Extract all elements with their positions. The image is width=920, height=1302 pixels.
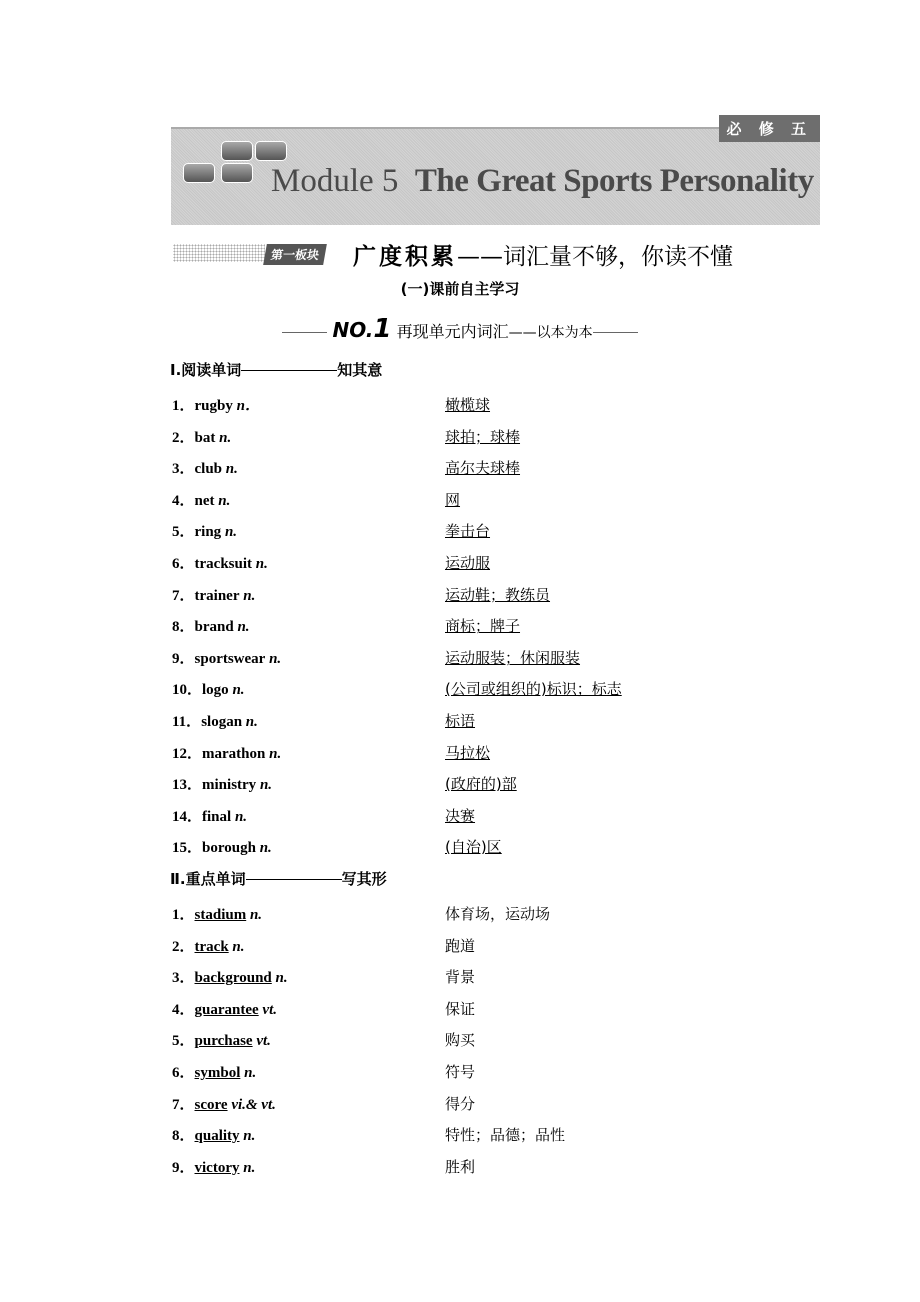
vocab-word: ministry	[202, 777, 257, 794]
part-of-speech: n．	[236, 398, 260, 414]
part-of-speech: n.	[232, 682, 245, 699]
vocab-word: guarantee	[194, 1001, 259, 1018]
part2-heading-end: 写其形	[341, 870, 387, 888]
vocab-word: tracksuit	[194, 556, 253, 572]
volume-label: 必 修 五	[719, 115, 820, 142]
item-number: 1．	[172, 907, 195, 923]
item-number: 8．	[172, 619, 195, 636]
vocab-word: logo	[202, 682, 229, 699]
vocab-word: purchase	[194, 1033, 253, 1050]
vocab-meaning: 决赛	[445, 806, 476, 825]
dots-decoration	[173, 244, 265, 262]
vocab-word: symbol	[194, 1065, 241, 1081]
vocab-row	[172, 998, 872, 1020]
vocab-meaning: 运动服装；休闲服装	[445, 648, 581, 667]
part-of-speech: vi.& vt.	[231, 1096, 276, 1113]
item-number: 2．	[172, 429, 195, 446]
vocab-word: ring	[194, 524, 222, 541]
vocab-row	[172, 1061, 872, 1083]
vocab-row	[172, 552, 872, 574]
vocab-row	[172, 489, 872, 511]
item-number: 7．	[172, 587, 195, 604]
item-number: 9．	[172, 1159, 195, 1176]
part-of-speech: n.	[275, 970, 288, 987]
vocab-meaning: 运动鞋；教练员	[445, 585, 551, 604]
module-title	[271, 163, 814, 200]
vocab-meaning: 马拉松	[445, 743, 491, 762]
part-of-speech: n.	[244, 1065, 257, 1081]
part1-heading-end: 知其意	[337, 361, 383, 379]
vocab-row	[172, 457, 872, 479]
vocab-word: net	[194, 492, 215, 509]
vocab-word: track	[194, 938, 229, 955]
vocab-row	[172, 805, 872, 827]
item-number: 14．	[172, 808, 203, 825]
vocab-meaning: 购买	[445, 1031, 476, 1050]
part-of-speech: n.	[232, 938, 245, 955]
vocab-meaning: 特性；品德；品性	[445, 1126, 566, 1145]
vocab-meaning: 运动服	[445, 554, 491, 572]
vocab-meaning: 标语	[445, 712, 476, 730]
no-label: NO.	[332, 318, 374, 342]
vocab-row	[172, 1093, 872, 1115]
vocab-meaning: 得分	[445, 1094, 476, 1113]
item-number: 3．	[172, 461, 195, 478]
vocab-row	[172, 520, 872, 542]
part-of-speech: vt.	[256, 1033, 271, 1050]
item-number: 4．	[172, 492, 195, 509]
vocab-row	[172, 1156, 872, 1178]
item-number: 10．	[172, 682, 203, 699]
vocab-meaning: 体育场，运动场	[445, 905, 551, 923]
subtitle: (一)课前自主学习	[400, 280, 520, 298]
vocab-word: victory	[194, 1159, 240, 1176]
item-number: 5．	[172, 1033, 195, 1050]
part-of-speech: n.	[224, 524, 238, 541]
part-of-speech: n.	[219, 429, 232, 446]
vocab-row	[172, 836, 872, 858]
part-of-speech: n.	[225, 461, 238, 478]
no-number: 1	[373, 314, 392, 344]
item-number: 3．	[172, 970, 195, 987]
vocab-meaning: 高尔夫球棒	[445, 459, 521, 478]
item-number: 12．	[172, 745, 203, 762]
item-number: 6．	[172, 556, 195, 572]
vocab-word: club	[194, 461, 223, 478]
part-of-speech: n.	[249, 907, 263, 923]
vocab-word: trainer	[194, 587, 240, 604]
vocab-row	[172, 773, 872, 795]
section-header	[173, 240, 733, 270]
vocab-word: quality	[194, 1128, 240, 1145]
vocab-word: stadium	[194, 907, 247, 923]
vocab-word: rugby	[194, 398, 233, 414]
module-banner	[171, 120, 820, 225]
part2-heading	[170, 868, 387, 889]
vocab-row	[172, 426, 872, 448]
part-of-speech: n.	[243, 587, 256, 604]
no1-heading	[0, 314, 920, 344]
vocab-row	[172, 678, 872, 700]
vocab-row	[172, 394, 872, 416]
vocab-word: slogan	[201, 714, 243, 730]
item-number: 8．	[172, 1128, 195, 1145]
item-number: 2．	[172, 938, 195, 955]
no1-title: 再现单元内词汇	[396, 322, 509, 341]
part-of-speech: n.	[243, 1128, 256, 1145]
part-of-speech: n.	[243, 1159, 256, 1176]
vocab-row	[172, 966, 872, 988]
vocab-word: borough	[202, 840, 256, 857]
vocab-row	[172, 710, 872, 732]
vocab-row	[172, 742, 872, 764]
vocab-meaning: 商标；牌子	[445, 617, 521, 636]
item-number: 9．	[172, 650, 195, 667]
vocab-meaning: 橄榄球	[445, 396, 491, 414]
vocab-meaning: 网	[445, 490, 461, 509]
vocab-meaning: 符号	[445, 1063, 476, 1081]
vocab-meaning: (自治)区	[445, 838, 502, 857]
vocab-meaning: 跑道	[445, 936, 476, 955]
vocab-word: score	[194, 1096, 228, 1113]
part-of-speech: vt.	[262, 1001, 277, 1018]
part-of-speech: n.	[234, 808, 248, 825]
item-number: 13．	[172, 777, 203, 794]
part-of-speech: n.	[269, 745, 282, 762]
vocab-row	[172, 615, 872, 637]
item-number: 6．	[172, 1065, 195, 1081]
section-tag: 第一板块	[263, 244, 327, 265]
vocab-row	[172, 1124, 872, 1146]
vocab-meaning: 背景	[445, 968, 476, 987]
vocab-word: background	[194, 970, 272, 987]
vocab-word: marathon	[202, 745, 266, 762]
vocab-meaning: (政府的)部	[445, 775, 517, 794]
part-of-speech: n.	[259, 840, 272, 857]
item-number: 15．	[172, 840, 203, 857]
item-number: 1．	[172, 398, 195, 414]
vocab-word: brand	[194, 619, 234, 636]
section-title	[353, 238, 733, 271]
vocab-word: bat	[194, 429, 216, 446]
part-of-speech: n.	[259, 777, 273, 794]
part1-heading-text: Ⅰ.阅读单词	[170, 361, 242, 379]
part-of-speech: n.	[255, 556, 268, 572]
item-number: 4．	[172, 1001, 195, 1018]
part-of-speech: n.	[269, 650, 282, 667]
part2-heading-text: Ⅱ.重点单词	[170, 870, 246, 888]
vocab-word: sportswear	[194, 650, 266, 667]
vocab-row	[172, 935, 872, 957]
item-number: 11．	[172, 714, 202, 730]
vocab-row	[172, 584, 872, 606]
section-title-rest: ——词汇量不够，你读不懂	[457, 244, 733, 270]
part1-heading	[170, 359, 382, 380]
part-of-speech: n.	[237, 619, 250, 636]
module-number: Module 5	[271, 163, 399, 199]
item-number: 7．	[172, 1096, 195, 1113]
vocab-meaning: 球拍；球棒	[445, 427, 521, 446]
section-title-bold: 广度积累	[353, 244, 457, 270]
vocab-meaning: (公司或组织的)标识；标志	[445, 680, 622, 699]
part-of-speech: n.	[245, 714, 258, 730]
vocab-row	[172, 1029, 872, 1051]
vocab-word: final	[202, 808, 232, 825]
part-of-speech: n.	[218, 492, 231, 509]
vocab-meaning: 拳击台	[445, 522, 491, 541]
item-number: 5．	[172, 524, 195, 541]
vocab-meaning: 胜利	[445, 1157, 476, 1176]
module-name: The Great Sports Personality	[414, 163, 814, 199]
vocab-row	[172, 647, 872, 669]
vocab-meaning: 保证	[445, 999, 476, 1018]
vocab-row	[172, 903, 872, 925]
no1-suffix: ——以本为本	[508, 325, 593, 341]
